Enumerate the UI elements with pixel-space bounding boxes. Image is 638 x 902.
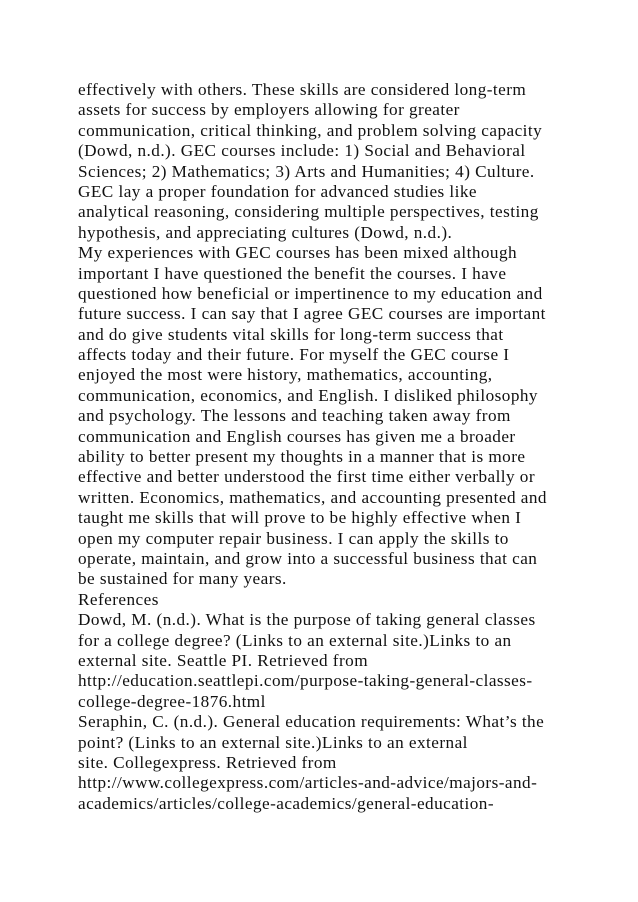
text-line: http://www.collegexpress.com/articles-and-advice/majors-and- <box>78 773 538 793</box>
text-line: operate, maintain, and grow into a successful business that can <box>78 548 538 568</box>
text-line: college-degree-1876.html <box>78 691 266 711</box>
text-line: communication, economics, and English. I disliked philosophy <box>78 385 538 405</box>
text-line: analytical reasoning, considering multiple perspectives, testing <box>78 202 539 222</box>
text-line: and psychology. The lessons and teaching taken away from <box>78 406 511 426</box>
text-line: enjoyed the most were history, mathematics, accounting, <box>78 365 493 385</box>
text-line: important I have questioned the benefit the courses. I have <box>78 263 507 283</box>
text-line: (Dowd, n.d.). GEC courses include: 1) Social and Behavioral <box>78 141 526 161</box>
text-line: http://education.seattlepi.com/purpose-taking-general-classes- <box>78 671 533 691</box>
text-line: questioned how beneficial or impertinence to my education and <box>78 283 543 303</box>
text-line: ability to better present my thoughts in a manner that is more <box>78 447 526 467</box>
text-line: References <box>78 589 159 609</box>
text-line: written. Economics, mathematics, and accounting presented and <box>78 487 547 507</box>
text-line: and do give students vital skills for long-term success that <box>78 324 504 344</box>
text-line: academics/articles/college-academics/general-education- <box>78 793 495 813</box>
text-line: taught me skills that will prove to be highly effective when I <box>78 508 522 528</box>
text-line: affects today and their future. For myself the GEC course I <box>78 345 510 365</box>
text-line: communication, critical thinking, and problem solving capacity <box>78 120 543 140</box>
text-line: external site. Seattle PI. Retrieved from <box>78 650 369 670</box>
text-line: My experiences with GEC courses has been mixed although <box>78 243 518 263</box>
text-line: for a college degree? (Links to an external site.)Links to an <box>78 630 512 650</box>
text-line: effective and better understood the first time either verbally or <box>78 467 536 487</box>
text-line: communication and English courses has given me a broader <box>78 426 516 446</box>
text-line: Sciences; 2) Mathematics; 3) Arts and Humanities; 4) Culture. <box>78 161 535 181</box>
text-line: effectively with others. These skills are considered long-term <box>78 80 527 99</box>
text-line: point? (Links to an external site.)Links to an external <box>78 732 468 752</box>
text-line: GEC lay a proper foundation for advanced studies like <box>78 181 477 201</box>
document-text <box>78 80 618 814</box>
text-line: Seraphin, C. (n.d.). General education requirements: What’s the <box>78 712 545 732</box>
text-line: open my computer repair business. I can apply the skills to <box>78 528 509 548</box>
text-line: assets for success by employers allowing for greater <box>78 100 460 120</box>
text-line: future success. I can say that I agree GEC courses are important <box>78 304 546 324</box>
text-line: be sustained for many years. <box>78 569 287 589</box>
text-line: Dowd, M. (n.d.). What is the purpose of taking general classes <box>78 610 536 630</box>
text-line: site. Collegexpress. Retrieved from <box>78 752 337 772</box>
text-line: hypothesis, and appreciating cultures (Dowd, n.d.). <box>78 222 453 242</box>
